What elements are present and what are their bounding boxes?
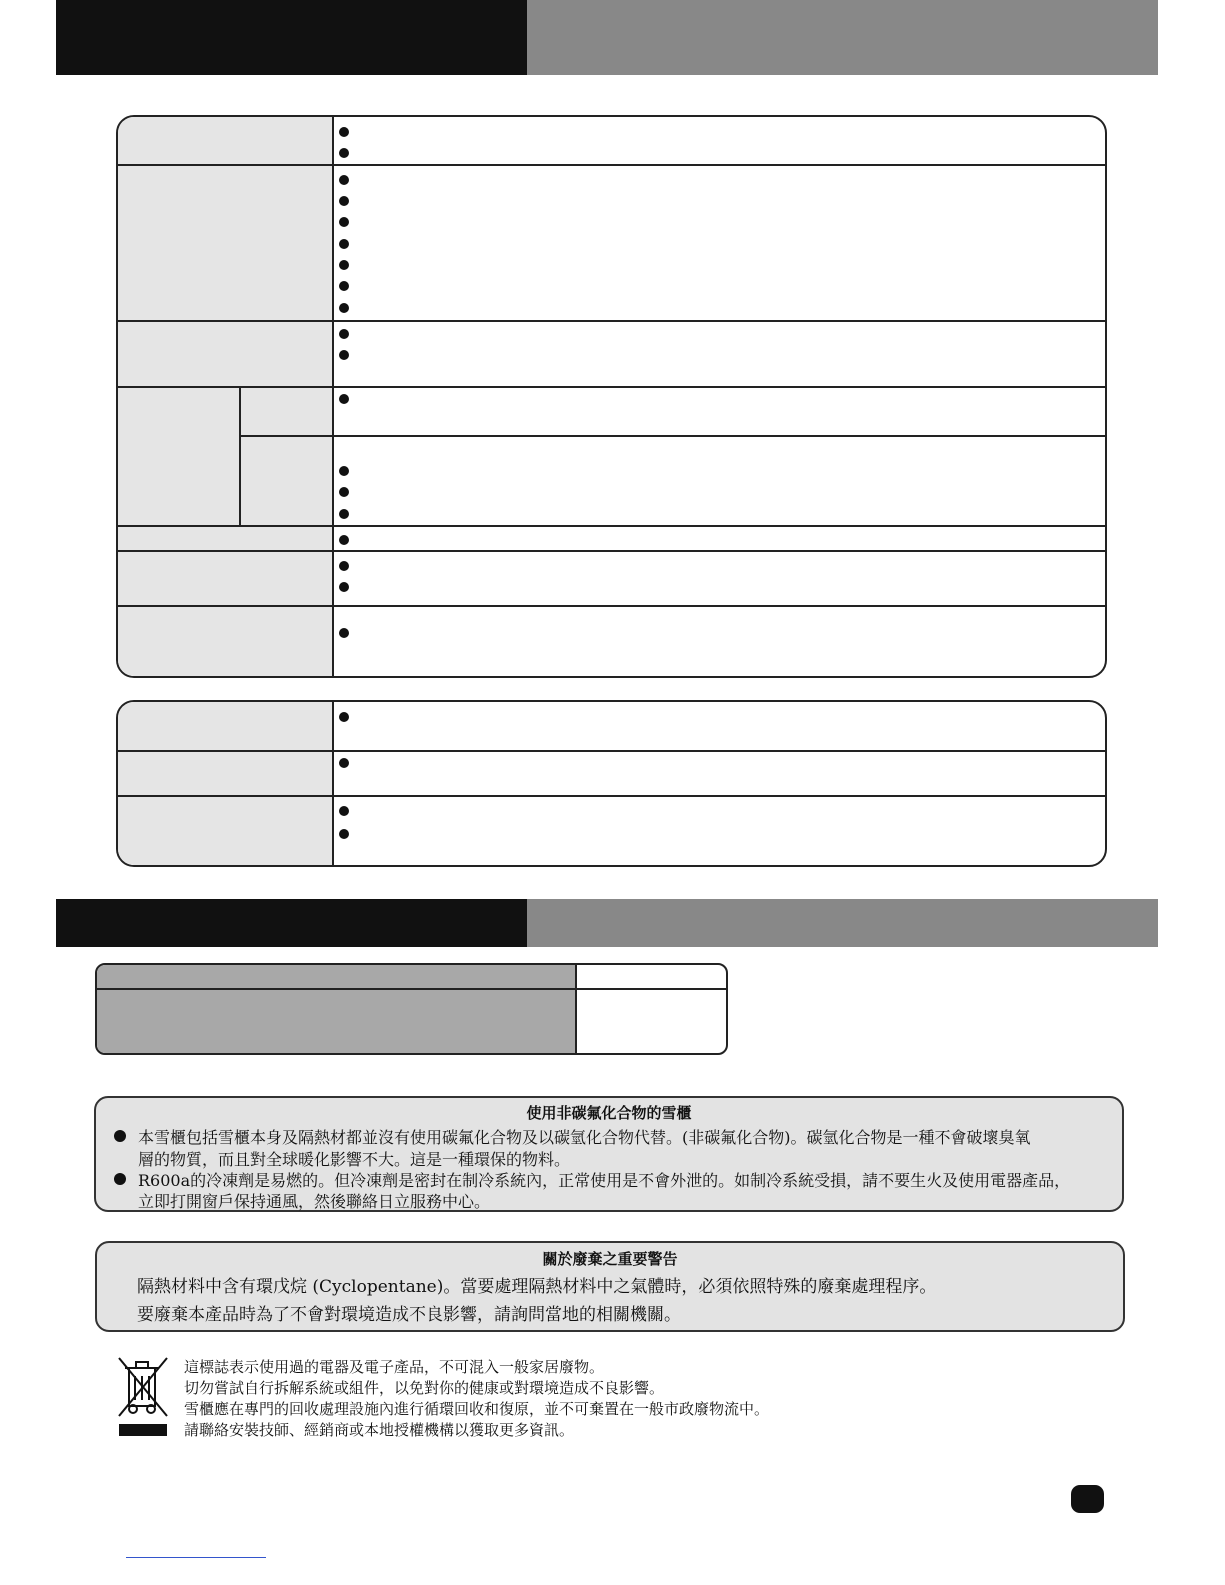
notice-line: R600a的冷凍劑是易燃的。但冷凍劑是密封在制冷系統內，正常使用是不會外泄的。如制冷系統受損，請不要生火及使用電器產品， <box>138 1171 1071 1190</box>
weee-line: 這標誌表示使用過的電器及電子產品，不可混入一般家居廢物。 <box>184 1358 605 1376</box>
notice-title: 使用非碳氟化合物的雪櫃 <box>526 1104 692 1122</box>
spec-header-cell <box>97 965 575 988</box>
row-divider <box>118 750 1105 752</box>
bullet <box>339 806 349 816</box>
column-divider <box>332 117 334 676</box>
row-divider <box>239 435 1105 437</box>
column-divider <box>332 702 334 865</box>
footer-underline <box>126 1557 266 1558</box>
bullet <box>339 175 349 185</box>
notice-line: 本雪櫃包括雪櫃本身及隔熱材都並沒有使用碳氟化合物及以碳氫化合物代替。(非碳氟化合物)。碳氫化合物是一種不會破壞臭氧 <box>138 1128 1031 1147</box>
bullet <box>339 350 349 360</box>
notice-line: 隔熱材料中含有環戊烷 (Cyclopentane)。當要處理隔熱材料中之氣體時，必須依照特殊的廢棄處理程序。 <box>137 1277 937 1297</box>
bullet <box>339 712 349 722</box>
row-divider <box>118 795 1105 797</box>
notice-title: 關於廢棄之重要警告 <box>542 1250 678 1268</box>
bullet <box>339 582 349 592</box>
row-divider <box>118 386 1105 388</box>
bullet <box>339 758 349 768</box>
row-divider <box>118 320 1105 322</box>
bullet <box>339 303 349 313</box>
row-divider <box>118 550 1105 552</box>
bullet <box>339 148 349 158</box>
bullet <box>339 281 349 291</box>
notice-line: 立即打開窗戶保持通風，然後聯絡日立服務中心。 <box>138 1192 491 1211</box>
bullet <box>339 561 349 571</box>
bullet <box>339 466 349 476</box>
label-cell <box>241 388 332 435</box>
row-divider <box>118 525 1105 527</box>
notice-line: 要廢棄本產品時為了不會對環境造成不良影響，請詢問當地的相關機關。 <box>137 1305 681 1325</box>
bullet <box>339 487 349 497</box>
troubleshooting-table-2 <box>116 700 1107 867</box>
label-cell <box>118 117 332 164</box>
weee-line: 雪櫃應在專門的回收處理設施內進行循環回收和復原，並不可棄置在一般市政廢物流中。 <box>184 1400 770 1418</box>
label-cell <box>118 752 332 795</box>
top-header-left <box>56 0 527 75</box>
sub-column-divider <box>239 388 241 525</box>
label-cell <box>118 702 332 750</box>
row-divider <box>118 605 1105 607</box>
non-cfc-notice <box>94 1096 1124 1212</box>
bullet <box>339 829 349 839</box>
bullet <box>339 196 349 206</box>
section-header-right <box>527 899 1158 947</box>
label-cell <box>241 437 332 525</box>
label-cell <box>118 388 239 525</box>
notice-line: 層的物質，而且對全球暖化影響不大。這是一種環保的物料。 <box>138 1150 571 1169</box>
label-cell <box>118 607 332 676</box>
bullet <box>339 394 349 404</box>
label-cell <box>118 322 332 386</box>
spec-divider <box>97 988 726 990</box>
bullet <box>339 239 349 249</box>
crossed-out-wheelie-bin-icon <box>115 1356 171 1438</box>
label-cell <box>118 166 332 320</box>
section-header-left <box>56 899 527 947</box>
row-divider <box>118 164 1105 166</box>
label-cell <box>118 527 332 550</box>
bullet <box>114 1130 126 1142</box>
troubleshooting-table-1 <box>116 115 1107 678</box>
bullet <box>339 535 349 545</box>
page-number-badge <box>1071 1485 1104 1513</box>
weee-line: 切勿嘗試自行拆解系統或組件，以免對你的健康或對環境造成不良影響。 <box>184 1379 665 1397</box>
top-header-right <box>527 0 1158 75</box>
specification-table <box>95 963 728 1055</box>
label-cell <box>118 797 332 865</box>
disposal-warning-notice <box>95 1241 1125 1332</box>
label-cell <box>118 552 332 605</box>
bullet <box>339 628 349 638</box>
spec-body-cell <box>97 990 575 1053</box>
bullet <box>114 1173 126 1185</box>
bullet <box>339 329 349 339</box>
bullet <box>339 127 349 137</box>
bullet <box>339 260 349 270</box>
bullet <box>339 217 349 227</box>
bullet <box>339 509 349 519</box>
spec-divider <box>575 965 577 1053</box>
weee-line: 請聯絡安裝技師、經銷商或本地授權機構以獲取更多資訊。 <box>184 1421 575 1439</box>
